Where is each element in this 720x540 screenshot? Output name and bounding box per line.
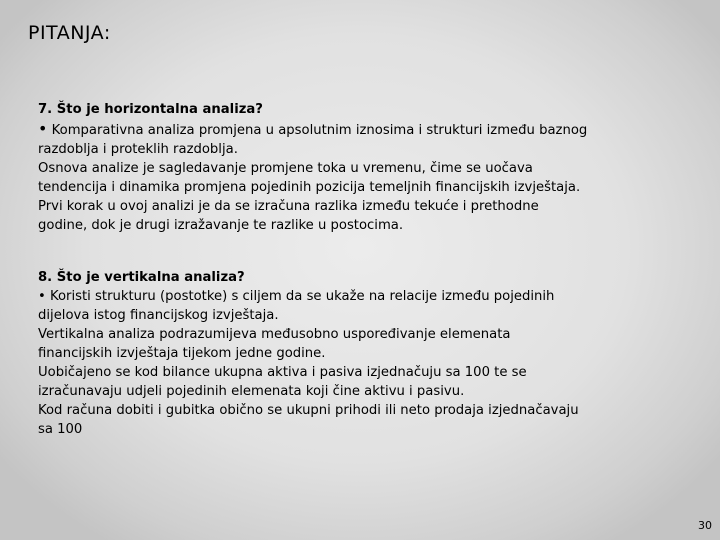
bullet-icon: • <box>38 119 48 138</box>
slide-title: PITANJA: <box>28 22 111 44</box>
page-number: 30 <box>698 519 712 532</box>
question-8-line-2: dijelova istog financijskog izvještaja. <box>38 308 279 323</box>
question-8-line-3: Vertikalna analiza podrazumijeva međusobno uspoređivanje elemenata <box>38 327 511 342</box>
question-7-heading: 7. Što je horizontalna analiza? <box>38 102 263 117</box>
question-8-heading: 8. Što je vertikalna analiza? <box>38 270 245 285</box>
question-7-line-3: Osnova analize je sagledavanje promjene toka u vremenu, čime se uočava <box>38 161 533 176</box>
slide-content <box>38 100 698 439</box>
question-7-line-4: tendencija i dinamika promjena pojedinih pozicija temeljnih financijskih izvještaja. <box>38 180 581 195</box>
question-8-line-6: izračunavaju udjeli pojedinih elemenata koji čine aktivu i pasivu. <box>38 384 465 399</box>
question-7-line-5: Prvi korak u ovoj analizi je da se izračuna razlika između tekuće i prethodne <box>38 199 539 214</box>
answer-text: Komparativna analiza promjena u apsolutnim iznosima i strukturi između baznog <box>51 123 588 138</box>
question-8 <box>38 268 698 439</box>
answer-text: Koristi strukturu (postotke) s ciljem da se ukaže na relacije između pojedinih <box>49 289 555 304</box>
question-8-line-4: financijskih izvještaja tijekom jedne godine. <box>38 346 326 361</box>
section-spacer <box>38 235 698 268</box>
question-7-line-2: razdoblja i proteklih razdoblja. <box>38 142 238 157</box>
question-8-line-7: Kod računa dobiti i gubitka obično se ukupni prihodi ili neto prodaja izjednačavaju <box>38 403 579 418</box>
bullet-icon: • <box>38 289 46 304</box>
question-7-line-6: godine, dok je drugi izražavanje te razlike u postocima. <box>38 218 404 233</box>
question-7-line-1 <box>38 119 698 140</box>
question-8-line-8: sa 100 <box>38 422 83 437</box>
question-7 <box>38 100 698 235</box>
question-8-line-5: Uobičajeno se kod bilance ukupna aktiva i pasiva izjednačuju sa 100 te se <box>38 365 527 380</box>
question-8-line-1 <box>38 287 698 306</box>
